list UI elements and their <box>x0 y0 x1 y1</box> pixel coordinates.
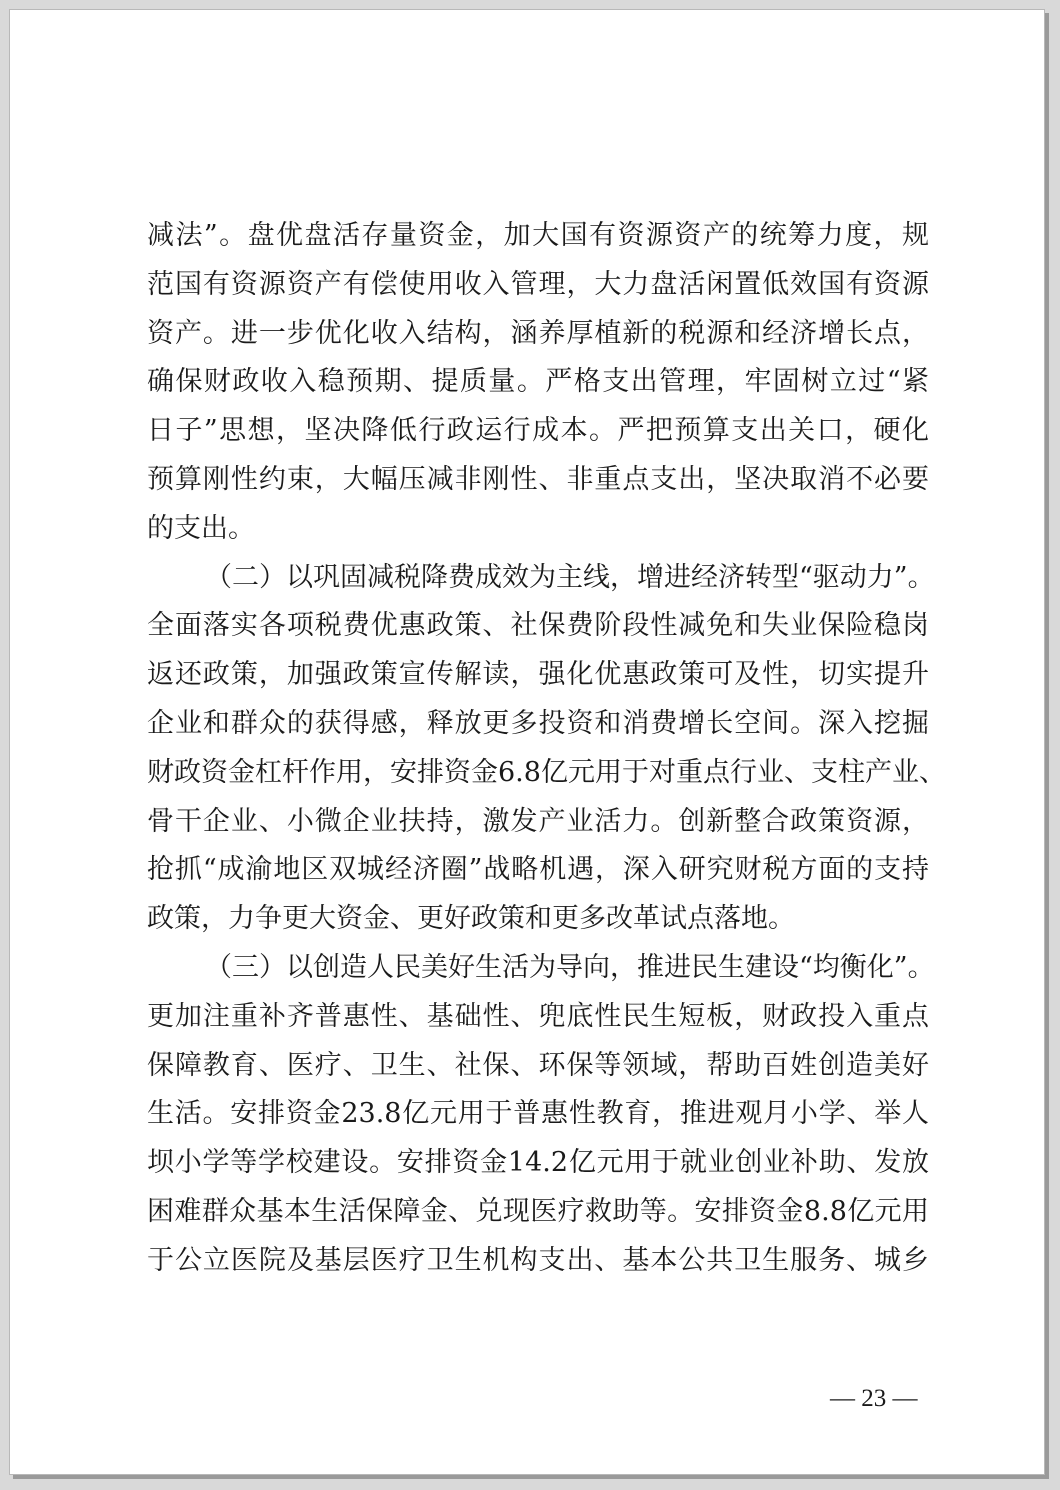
text-line: 企业和群众的获得感，释放更多投资和消费增长空间。深入挖掘 <box>147 707 929 739</box>
text-line: 困难群众基本生活保障金、兑现医疗救助等。安排资金8.8亿元用 <box>147 1195 929 1227</box>
text-line: 生活。安排资金23.8亿元用于普惠性教育，推进观月小学、举人 <box>147 1098 929 1130</box>
text-line: 骨干企业、小微企业扶持，激发产业活力。创新整合政策资源， <box>147 805 929 837</box>
text-line: 于公立医院及基层医疗卫生机构支出、基本公共卫生服务、城乡 <box>147 1244 929 1276</box>
text-line: 抢抓“成渝地区双城经济圈”战略机遇，深入研究财税方面的支持 <box>147 854 929 886</box>
text-line: 保障教育、医疗、卫生、社保、环保等领域，帮助百姓创造美好 <box>147 1049 929 1081</box>
text-line: 坝小学等学校建设。安排资金14.2亿元用于就业创业补助、发放 <box>147 1147 929 1179</box>
text-line: 减法”。盘优盘活存量资金，加大国有资源资产的统筹力度，规 <box>147 220 929 251</box>
text-line: 日子”思想，坚决降低行政运行成本。严把预算支出关口，硬化 <box>147 415 929 447</box>
text-line: 资产。进一步优化收入结构，涵养厚植新的税源和经济增长点， <box>147 317 929 349</box>
document-page <box>9 9 1045 1475</box>
text-line: 预算刚性约束，大幅压减非刚性、非重点支出，坚决取消不必要 <box>147 463 929 495</box>
page-number: — 23 — <box>830 1385 918 1412</box>
text-line: 全面落实各项税费优惠政策、社保费阶段性减免和失业保险稳岗 <box>147 610 929 642</box>
text-line: 政策，力争更大资金、更好政策和更多改革试点落地。 <box>147 903 795 935</box>
section-heading-3: （三）以创造人民美好生活为导向，推进民生建设“均衡化”。 <box>205 951 935 983</box>
text-line: 范国有资源资产有偿使用收入管理，大力盘活闲置低效国有资源 <box>147 268 929 300</box>
text-line: 确保财政收入稳预期、提质量。严格支出管理，牢固树立过“紧 <box>147 366 929 398</box>
text-line: 财政资金杠杆作用，安排资金6.8亿元用于对重点行业、支柱产业、 <box>147 756 946 788</box>
text-line: 返还政策，加强政策宣传解读，强化优惠政策可及性，切实提升 <box>147 659 929 691</box>
section-heading-2: （二）以巩固减税降费成效为主线，增进经济转型“驱动力”。 <box>205 561 935 593</box>
body-text <box>147 212 946 1286</box>
text-line: 更加注重补齐普惠性、基础性、兜底性民生短板，财政投入重点 <box>147 1000 929 1032</box>
text-line: 的支出。 <box>147 512 255 544</box>
